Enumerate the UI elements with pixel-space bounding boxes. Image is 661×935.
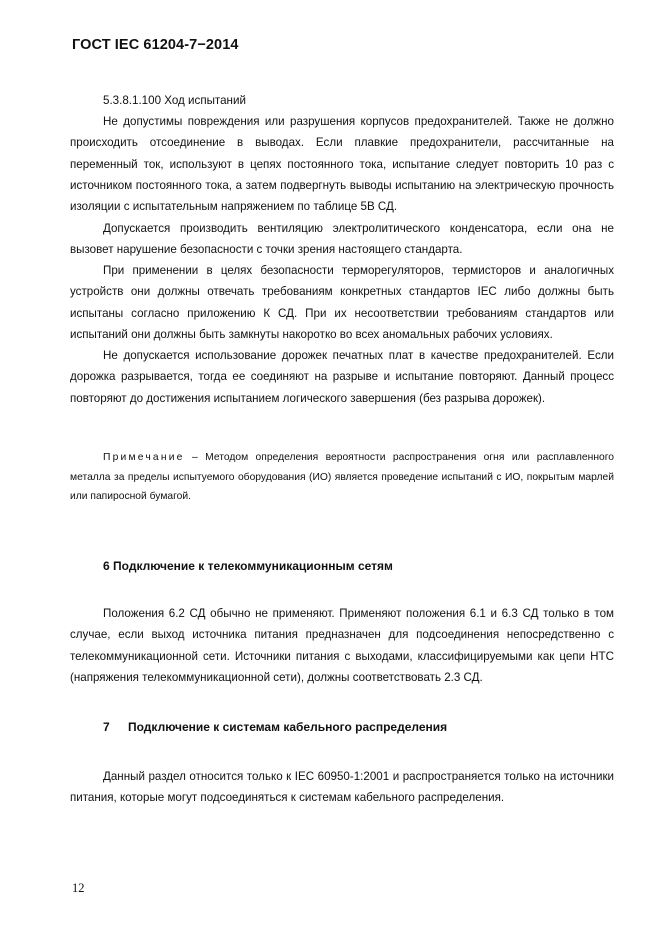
paragraph-pcb-tracks: Не допускается использование дорожек печатных плат в качестве предохранителей. Если дорожка разрывается, тогда ее соединяют на разрыве и испытание повторяют. Данный процесс повторяют до достижения испытанием логического завершения (без разрыва дорожек).	[70, 349, 614, 405]
paragraph-capacitor: Допускается производить вентиляцию электролитического конденсатора, если она не вызовет нарушение безопасности с точки зрения настоящего стандарта.	[70, 222, 614, 257]
document-header: ГОСТ IEC 61204-7−2014	[72, 37, 239, 53]
section-6-title: Подключение к телекоммуникационным сетям	[113, 559, 393, 573]
clause-title: Ход испытаний	[164, 94, 246, 107]
section-6-text: Положения 6.2 СД обычно не применяют. Применяют положения 6.1 и 6.3 СД только в том случае, если выход источника питания предназначен для подсоединения непосредственно с телекоммуникационной сети. Источники питания с выходами, классифицируемыми как цепи НТС (напряжения телекоммуникационной сети), должны соответствовать 2.3 СД.	[70, 607, 614, 684]
note	[70, 448, 614, 507]
note-text: Методом определения вероятности распространения огня или расплавленного металла за пределы испытуемого оборудования (ИО) является проведение испытаний с ИО, покрытым марлей или папиросной бумагой.	[70, 452, 614, 502]
section-6-heading	[103, 559, 393, 573]
section-6-number: 6	[103, 559, 110, 573]
clause-number: 5.3.8.1.100	[103, 94, 162, 107]
note-label: Примечание	[103, 452, 185, 463]
section-7-number: 7	[103, 720, 110, 734]
note-dash: –	[184, 452, 206, 463]
clause-heading	[70, 90, 614, 111]
paragraph-thermostats: При применении в целях безопасности терморегуляторов, термисторов и аналогичных устройств они должны отвечать требованиям конкретных стандартов IEC либо должны быть испытаны согласно приложению К СД. При их несоответствии требованиям стандартов или испытаний они должны быть замкнуты накоротко во всех аномальных рабочих условиях.	[70, 264, 614, 341]
page-number: 12	[72, 881, 85, 895]
paragraph-fuses: Не допустимы повреждения или разрушения корпусов предохранителей. Также не должно происходить отсоединение в выводах. Если плавкие предохранители, рассчитанные на переменный ток, используют в цепях постоянного тока, испытание следует повторить 10 раз с источником постоянного тока, а затем подвергнуть выводы испытанию на электрическую прочность изоляции с испытательным напряжением по таблице 5В СД.	[70, 115, 614, 214]
section-7-text: Данный раздел относится только к IEC 60950-1:2001 и распространяется только на источники питания, которые могут подсоединяться к системам кабельного распределения.	[70, 770, 614, 805]
section-7-heading	[103, 720, 447, 734]
section-7-title: Подключение к системам кабельного распределения	[128, 720, 448, 734]
